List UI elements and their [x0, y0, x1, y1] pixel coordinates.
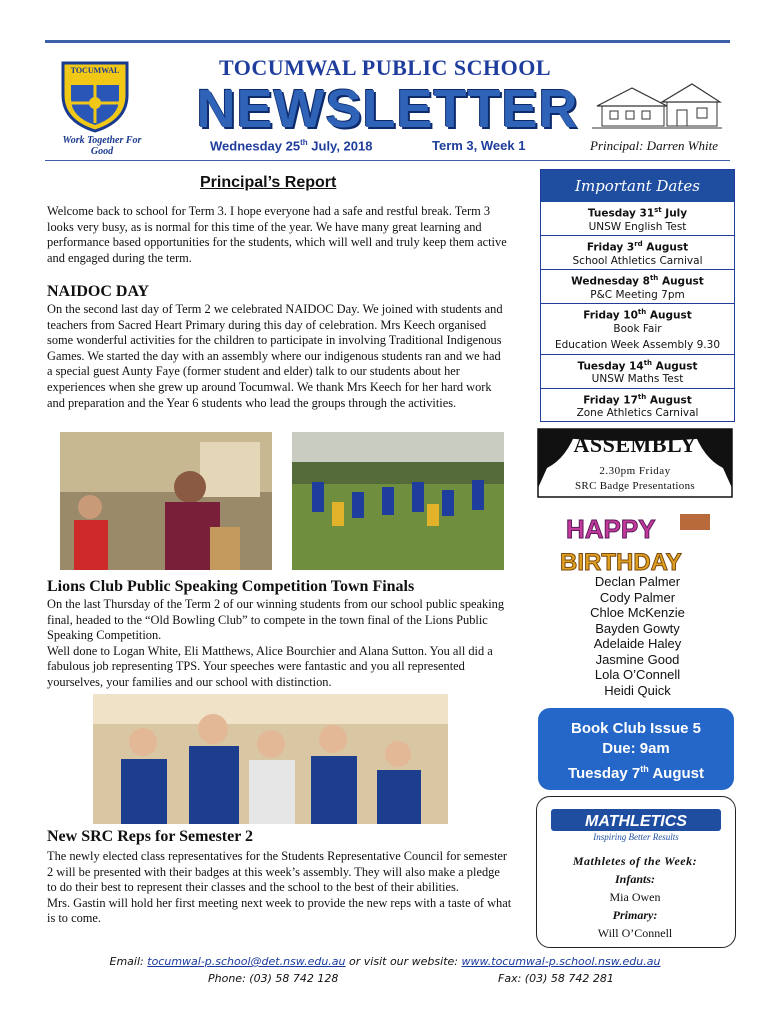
birthday-name: Declan Palmer — [594, 574, 681, 589]
mathletics-logo-text: MATHLETICS — [585, 813, 687, 830]
header-divider — [45, 160, 730, 161]
term-week: Term 3, Week 1 — [432, 138, 526, 153]
important-dates-box — [540, 169, 735, 422]
naidoc-heading: NAIDOC DAY — [47, 283, 150, 300]
event-name: School Athletics Carnival — [541, 253, 734, 271]
lions-club-paragraph-1: On the last Thursday of the Term 2 of our winning students from our school public speaking final, headed to the “Old Bowling Club” to compete in the town final of the Lions Public Speaking Competition. — [47, 597, 505, 643]
svg-text:BIRTHDAY: BIRTHDAY — [560, 549, 682, 576]
mathletes-heading: Mathletes of the Week: — [572, 854, 698, 868]
svg-text:HAPPY: HAPPY — [566, 514, 656, 544]
primary-label: Primary: — [612, 908, 658, 922]
naidoc-text: On the second last day of Term 2 we celebrated NAIDOC Day. We joined with students and teachers from Sacred Heart Primary during this day of celebration. Mrs Keech organised some wonderful activities for the children to participate in involving Traditional Indigenous Games. We started the day with an assembly where our indigenous students ran and we had a special guest Aunty Faye (former student and elder) talk to our students about her experiences when she grew up around Tocumwal. We thank Mrs Keech for her hard work and preparation and the Year 6 students who lead the groups through the activities. — [47, 302, 503, 410]
event-name: UNSW Maths Test — [541, 371, 734, 389]
infants-name: Mia Owen — [609, 890, 661, 904]
lions-club-text — [47, 597, 512, 691]
birthday-list — [560, 574, 715, 698]
event-date: Friday 17th August — [583, 392, 692, 406]
assembly-time: 2.30pm Friday — [599, 465, 671, 477]
footer-email-prefix: Email: — [109, 955, 148, 968]
happy-birthday-icon — [556, 508, 716, 576]
birthday-name: Heidi Quick — [604, 682, 671, 698]
issue-date: Wednesday 25th July, 2018 — [210, 138, 373, 154]
infants-label: Infants: — [614, 872, 655, 886]
naidoc-assembly-photo — [60, 432, 272, 570]
book-club-box — [538, 708, 734, 790]
src-reps-paragraph-2: Mrs. Gastin will hold her first meeting next week to provide the new reps with a taste of what is to come. — [47, 895, 512, 926]
lions-club-heading: Lions Club Public Speaking Competition Town Finals — [47, 578, 415, 595]
birthday-name: Adelaide Haley — [593, 636, 682, 651]
src-reps-heading: New SRC Reps for Semester 2 — [47, 828, 254, 845]
footer-fax: Fax: (03) 58 742 281 — [498, 972, 614, 985]
crest-text: TOCUMWAL — [70, 66, 120, 75]
footer-phone: Phone: (03) 58 742 128 — [208, 972, 339, 985]
book-club-due: Due: 9am — [602, 740, 670, 757]
school-name: TOCUMWAL PUBLIC SCHOOL — [218, 55, 552, 80]
mathletics-logo-icon — [547, 805, 725, 843]
assembly-detail: SRC Badge Presentations — [575, 480, 695, 492]
mathletics-tagline: Inspiring Better Results — [593, 832, 679, 842]
event-date: Tuesday 31st July — [587, 206, 688, 220]
website-link[interactable]: www.tocumwal-p.school.nsw.edu.au — [461, 955, 661, 968]
speaking-competition-photo — [93, 694, 448, 824]
birthday-name: Jasmine Good — [595, 651, 680, 667]
birthday-name: Bayden Gowty — [595, 620, 680, 636]
important-dates-heading: Important Dates — [541, 170, 734, 202]
principal-report-text: Welcome back to school for Term 3. I hope everyone had a safe and restful break. Term 3 looks very busy, as is normal for this time of the year. We have many great learning and performance based opportunities for the students, which will well and truly keep them active and engaged during the term. — [47, 204, 507, 265]
email-link[interactable]: tocumwal-p.school@det.nsw.edu.au — [147, 955, 346, 968]
event-name: Education Week Assembly 9.30 — [541, 337, 734, 355]
src-reps-text — [47, 849, 512, 927]
lions-club-paragraph-2: Well done to Logan White, Eli Matthews, Alice Bourchier and Alana Sutton. You all did a fabulous job representing TPS. Your speeches were fantastic and you all represented yourselves, your families and our school with distinction. — [47, 643, 493, 689]
birthday-name: Lola O’Connell — [594, 667, 681, 682]
principal-report-heading: Principal’s Report — [200, 174, 337, 191]
birthday-name: Cody Palmer — [599, 589, 676, 605]
footer-contact — [0, 955, 770, 968]
school-building-icon — [592, 78, 722, 133]
book-club-date: Tuesday 7th August — [567, 764, 705, 782]
birthday-name: Chloe McKenzie — [590, 605, 685, 620]
event-name: UNSW English Test — [541, 219, 734, 237]
school-motto: Work Together For Good — [62, 135, 142, 157]
event-date: Wednesday 8th August — [571, 274, 704, 288]
newsletter-title: NEWSLETTER — [196, 79, 579, 139]
event-name: Zone Athletics Carnival — [576, 407, 699, 419]
event-date: Friday 3rd August — [586, 240, 689, 254]
primary-name: Will O’Connell — [597, 926, 673, 940]
event-name: Book Fair — [613, 322, 662, 335]
header-rule — [45, 40, 730, 43]
principal-name: Principal: Darren White — [590, 138, 719, 153]
event-name: P&C Meeting 7pm — [541, 287, 734, 305]
src-reps-paragraph-1: The newly elected class representatives for the Students Representative Council for semester 2 will be presented with their badges at this week’s assembly. They will also make a pledge to do their best to represent their classes and the school to the best of their abilities. — [47, 849, 508, 895]
assembly-title: ASSEMBLY — [573, 432, 697, 457]
book-club-issue: Book Club Issue 5 — [570, 720, 702, 737]
naidoc-games-photo — [292, 432, 504, 570]
event-date: Tuesday 14th August — [577, 358, 698, 372]
event-date: Friday 10th August — [583, 308, 692, 322]
footer-website-prefix: or visit our website: — [345, 955, 462, 968]
